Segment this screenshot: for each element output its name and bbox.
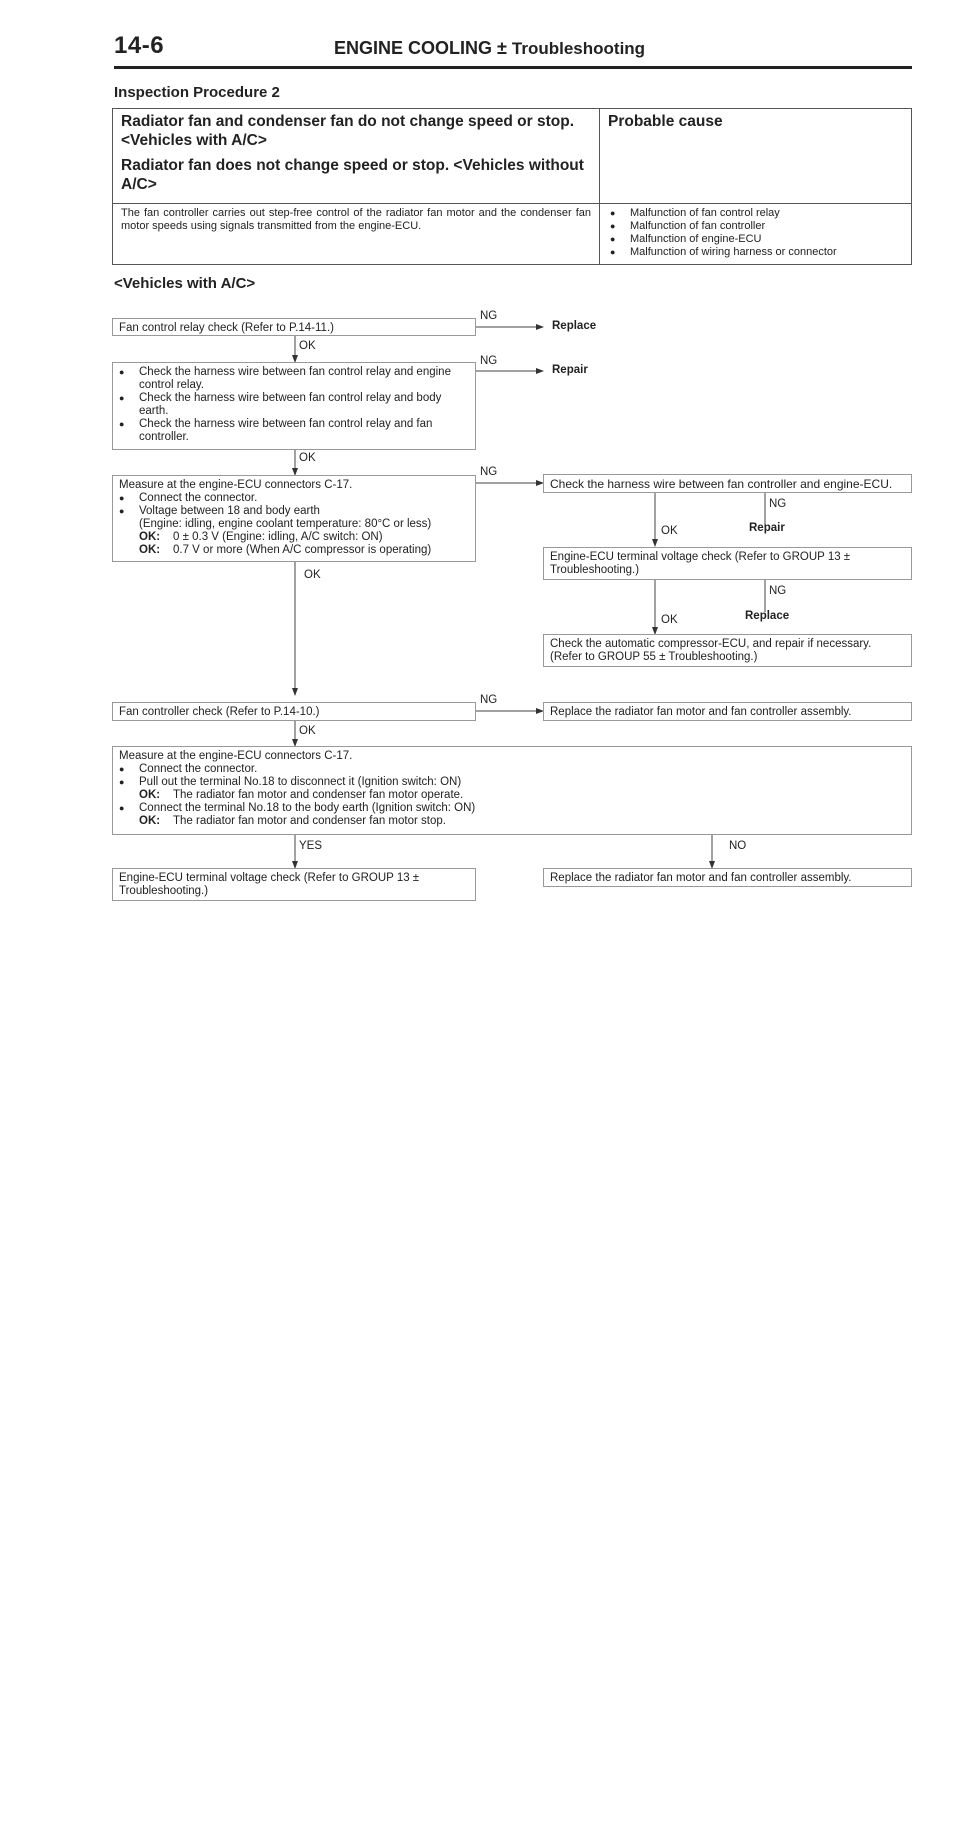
ok-label: OK bbox=[299, 452, 316, 464]
ok-key: OK: bbox=[139, 544, 161, 556]
step5-box bbox=[112, 746, 912, 835]
ng-label: NG bbox=[769, 585, 787, 597]
ng-label: NG bbox=[480, 310, 498, 322]
page-number: 14-6 bbox=[114, 32, 165, 59]
step4-box: Fan controller check (Refer to P.14-10.) bbox=[112, 702, 476, 721]
branch-a-ng-action: Repair bbox=[749, 522, 785, 534]
cause-item: ● Malfunction of fan control relay bbox=[608, 207, 903, 220]
no-result-box: Replace the radiator fan motor and fan controller assembly. bbox=[543, 868, 912, 887]
ok-key: OK: bbox=[139, 815, 161, 827]
ok-text: The radiator fan motor and condenser fan motor stop. bbox=[173, 815, 446, 827]
step2-ng-action: Repair bbox=[552, 364, 588, 376]
branch-c-box: Check the automatic compressor-ECU, and repair if necessary. (Refer to GROUP 55 ± Troubleshooting.) bbox=[543, 634, 912, 667]
symptom-description: The fan controller carries out step-free control of the radiator fan motor and the condenser fan motor speeds using signals transmitted from the engine-ECU. bbox=[113, 204, 600, 265]
step5-item: ● Pull out the terminal No.18 to disconnect it (Ignition switch: ON) bbox=[119, 776, 905, 789]
step5-ok-1 bbox=[119, 789, 905, 802]
branch-b-box: Engine-ECU terminal voltage check (Refer to GROUP 13 ± Troubleshooting.) bbox=[543, 547, 912, 580]
ok-label: OK bbox=[661, 614, 678, 626]
ng-label: NG bbox=[480, 694, 498, 706]
step2-item: ● Check the harness wire between fan control relay and fan controller. bbox=[119, 418, 469, 444]
branch-b-ng-action: Replace bbox=[745, 610, 790, 622]
step5-title: Measure at the engine-ECU connectors C-17. bbox=[119, 750, 353, 762]
step3-box bbox=[112, 475, 476, 562]
ng-label: NG bbox=[480, 355, 498, 367]
step3-ok-2 bbox=[119, 544, 469, 557]
yes-result-box: Engine-ECU terminal voltage check (Refer to GROUP 13 ± Troubleshooting.) bbox=[112, 868, 476, 901]
header-subsection: Troubleshooting bbox=[511, 39, 646, 58]
ok-text: The radiator fan motor and condenser fan motor operate. bbox=[173, 789, 464, 801]
variant-heading: <Vehicles with A/C> bbox=[114, 275, 256, 292]
step3-title: Measure at the engine-ECU connectors C-17. bbox=[119, 479, 353, 491]
cause-item: ● Malfunction of wiring harness or connector bbox=[608, 246, 903, 259]
no-label: NO bbox=[729, 840, 747, 852]
ok-label: OK bbox=[661, 525, 678, 537]
step2-item: ● Check the harness wire between fan control relay and engine control relay. bbox=[119, 366, 469, 392]
ok-text: 0 ± 0.3 V (Engine: idling, A/C switch: ON) bbox=[173, 531, 383, 543]
probable-cause-heading: Probable cause bbox=[600, 109, 912, 204]
ok-key: OK: bbox=[139, 789, 161, 801]
step3-item: ● Connect the connector. bbox=[119, 492, 469, 505]
step5-item: ● Connect the terminal No.18 to the body earth (Ignition switch: ON) bbox=[119, 802, 905, 815]
yes-label: YES bbox=[299, 840, 323, 852]
ok-key: OK: bbox=[139, 531, 161, 543]
branch-a-box: Check the harness wire between fan controller and engine-ECU. bbox=[543, 474, 912, 493]
cause-item: ● Malfunction of engine-ECU bbox=[608, 233, 903, 246]
step5-item: ● Connect the connector. bbox=[119, 763, 905, 776]
step1-box: Fan control relay check (Refer to P.14-11.) bbox=[112, 318, 476, 336]
step1-ng-action: Replace bbox=[552, 320, 597, 332]
procedure-title: Inspection Procedure 2 bbox=[114, 84, 280, 101]
ok-label: OK bbox=[304, 569, 321, 581]
step2-box bbox=[112, 362, 476, 450]
ok-label: OK bbox=[299, 340, 316, 352]
step3-condition: (Engine: idling, engine coolant temperature: 80°C or less) bbox=[139, 518, 432, 530]
cause-item: ● Malfunction of fan controller bbox=[608, 220, 903, 233]
step5-ok-2 bbox=[119, 815, 905, 828]
ok-label: OK bbox=[299, 725, 316, 737]
ng-label: NG bbox=[480, 466, 498, 478]
symptom-title-line2: Radiator fan does not change speed or stop. <Vehicles without A/C> bbox=[121, 157, 584, 193]
step4-ng-box: Replace the radiator fan motor and fan controller assembly. bbox=[543, 702, 912, 721]
step2-item: ● Check the harness wire between fan control relay and body earth. bbox=[119, 392, 469, 418]
ng-label: NG bbox=[769, 498, 787, 510]
symptom-title-line1: Radiator fan and condenser fan do not change speed or stop. <Vehicles with A/C> bbox=[121, 113, 574, 149]
step3-item: ● Voltage between 18 and body earth bbox=[119, 505, 469, 518]
step3-ok-1 bbox=[119, 531, 469, 544]
ok-text: 0.7 V or more (When A/C compressor is operating) bbox=[173, 544, 432, 556]
header-section: ENGINE COOLING ± bbox=[334, 38, 507, 58]
